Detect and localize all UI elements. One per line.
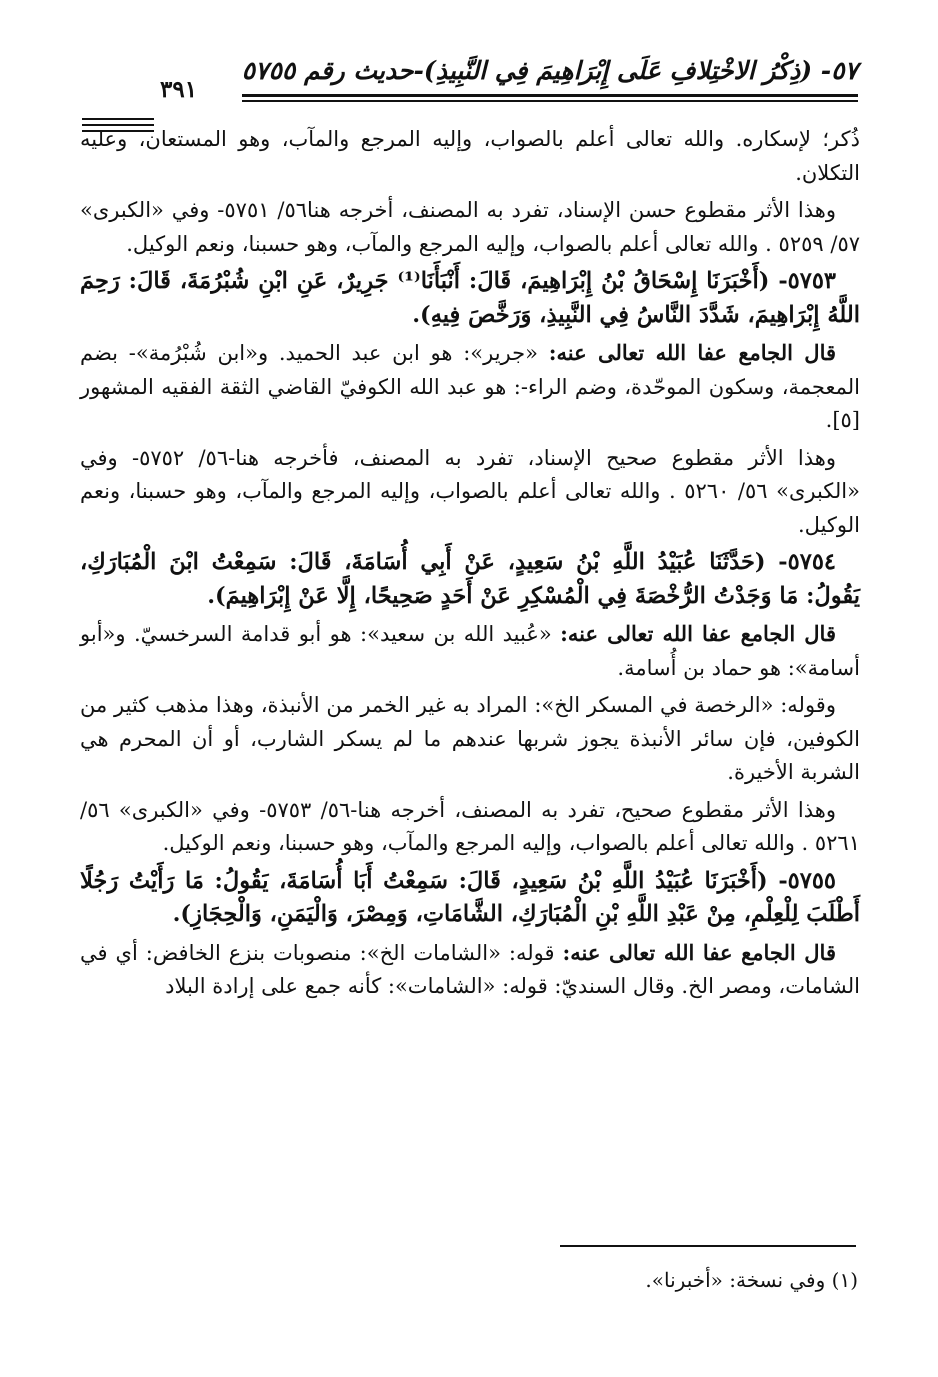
- page-number: ٣٩١: [152, 76, 205, 103]
- commentary-text: «جرير»: هو ابن عبد الحميد. و«ابن شُبْرُمة»- بضم المعجمة، وسكون الموحّدة، وضم الراء-: هو عبد الله الكوفيّ القاضي الثقة الفقيه المشهور [٥].: [80, 341, 860, 432]
- page-number-rule: [82, 118, 154, 120]
- header-rule-thin: [242, 100, 858, 102]
- paragraph: ذُكر؛ لإسكاره. والله تعالى أعلم بالصواب، وإليه المرجع والمآب، وهو المستعان، وعليه التكلان.: [80, 127, 860, 185]
- paragraph: وهذا الأثر مقطوع صحيح، تفرد به المصنف، أخرجه هنا-٥٦/ ٥٧٥٣- وفي «الكبرى» ٥٦/ ٥٢٦١ . والله تعالى أعلم بالصواب، وإليه المرجع والمآب، وهو حسبنا، ونعم الوكيل.: [80, 797, 860, 855]
- hadith-5753: ٥٧٥٣- (أَخْبَرَنَا إِسْحَاقُ بْنُ إِبْرَاهِيمَ، قَالَ: أَنْبَأَنَا⁽¹⁾ جَرِيرٌ، عَنِ ابْنِ شُبْرُمَةَ، قَالَ: رَحِمَ اللَّهُ إِبْرَاهِيمَ، شَدَّدَ النَّاسُ فِي النَّبِيذِ، وَرَخَّصَ فِيهِ).: [80, 268, 860, 328]
- header-rule-thick: [242, 94, 858, 97]
- commentary: [80, 336, 860, 438]
- page-number-box: [82, 76, 242, 110]
- footnote-separator: [560, 1245, 856, 1247]
- commentary-lead: قال الجامع عفا الله تعالى عنه:: [560, 621, 836, 646]
- paragraph: وهذا الأثر مقطوع حسن الإسناد، تفرد به المصنف، أخرجه هنا٥٦/ ٥٧٥١- وفي «الكبرى» ٥٧/ ٥٢٥٩ . والله تعالى أعلم بالصواب، وإليه المرجع والمآب، وهو حسبنا، ونعم الوكيل.: [80, 198, 860, 256]
- running-title: ٥٧- (ذِكْرُ الاخْتِلافِ عَلَى إِبْرَاهِيمَ فِي النَّبِيذِ)-حديث رقم ٥٧٥٥: [241, 56, 858, 85]
- page-header: [82, 52, 858, 108]
- paragraph: وقوله: «الرخصة في المسكر الخ»: المراد به غير الخمر من الأنبذة، وهذا مذهب كثير من الكوفين، فإن سائر الأنبذة يجوز شربها عندهم ما لم يسكر الشارب، أو أن المحرم هي الشربة الأخيرة.: [80, 693, 860, 784]
- hadith-5755: ٥٧٥٥- (أَخْبَرَنَا عُبَيْدُ اللَّهِ بْنُ سَعِيدٍ، قَالَ: سَمِعْتُ أَبَا أُسَامَةَ، يَقُولُ: مَا رَأَيْتُ رَجُلًا أَطْلَبَ لِلْعِلْمِ، مِنْ عَبْدِ اللَّهِ بْنِ الْمُبَارَكِ، الشَّامَاتِ، وَمِصْرَ، وَالْيَمَنِ، وَالْحِجَازِ).: [80, 867, 860, 927]
- commentary-text: «عُبيد الله بن سعيد»: هو أبو قدامة السرخسيّ. و«أبو أسامة»: هو حماد بن أُسامة.: [80, 622, 860, 680]
- page-body: [80, 123, 860, 1008]
- commentary-lead: قال الجامع عفا الله تعالى عنه:: [548, 340, 837, 365]
- commentary: [80, 617, 860, 685]
- footnote: (١) وفي نسخة: «أخبرنا».: [645, 1268, 858, 1292]
- paragraph: وهذا الأثر مقطوع صحيح الإسناد، تفرد به المصنف، فأخرجه هنا-٥٦/ ٥٧٥٢- وفي «الكبرى» ٥٦/ ٥٢٦٠ . والله تعالى أعلم بالصواب، وإليه المرجع والمآب، وهو حسبنا، ونعم الوكيل.: [80, 445, 860, 537]
- commentary-text: قوله: «الشامات الخ»: منصوبات بنزع الخافض: أي في الشامات، ومصر الخ. وقال السنديّ: قوله: «الشامات»: كأنه جمع على إرادة البلاد: [80, 940, 860, 998]
- commentary: [80, 936, 860, 1004]
- hadith-5754: ٥٧٥٤- (حَدَّثَنَا عُبَيْدُ اللَّهِ بْنُ سَعِيدٍ، عَنْ أَبِي أُسَامَةَ، قَالَ: سَمِعْتُ ابْنَ الْمُبَارَكِ، يَقُولُ: مَا وَجَدْتُ الرُّخْصَةَ فِي الْمُسْكِرِ عَنْ أَحَدٍ صَحِيحًا، إِلَّا عَنْ إِبْرَاهِيمَ).: [80, 549, 860, 609]
- commentary-lead: قال الجامع عفا الله تعالى عنه:: [562, 939, 836, 965]
